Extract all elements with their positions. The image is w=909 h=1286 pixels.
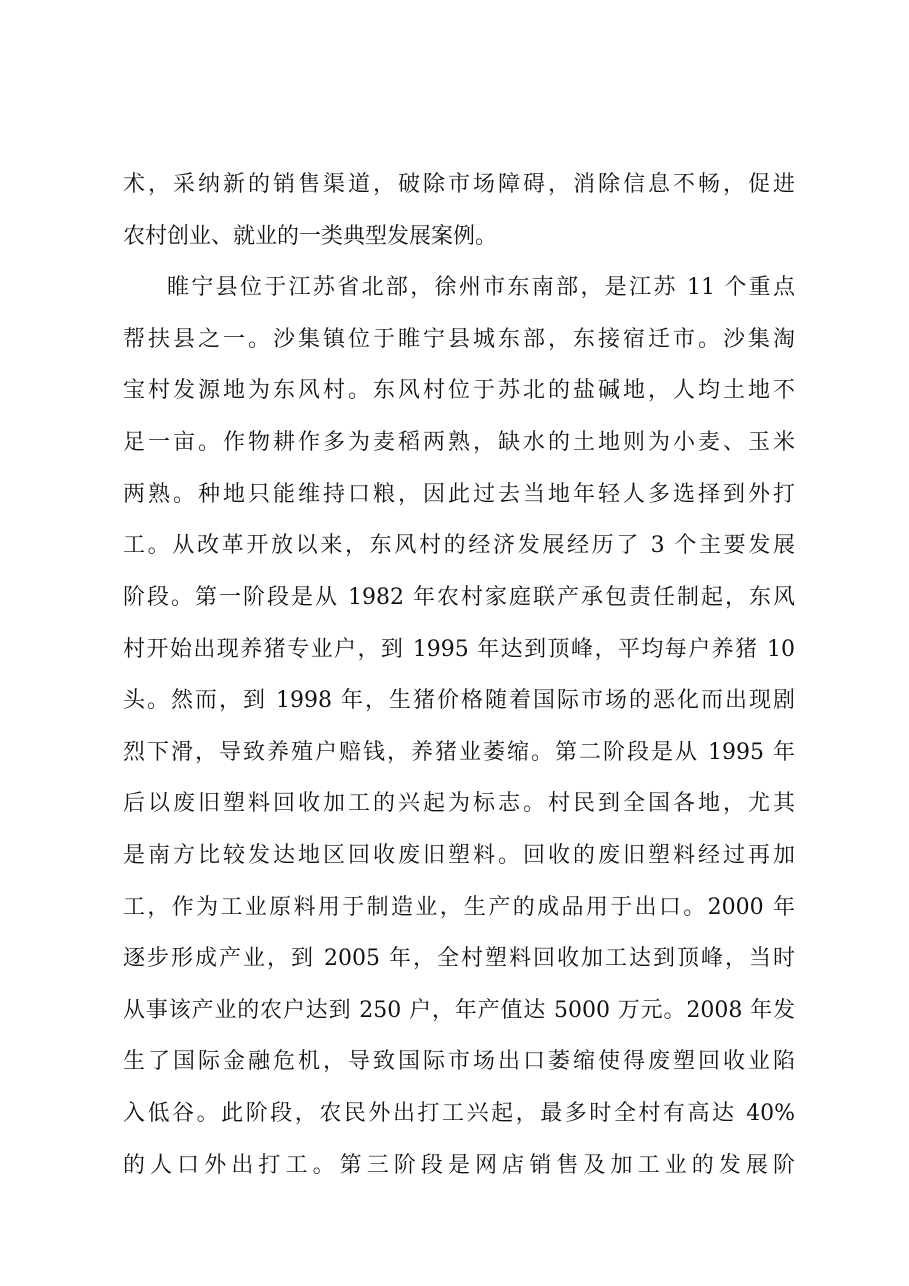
text-line: 烈下滑，导致养殖户赔钱，养猪业萎缩。第二阶段是从 1995 年 — [123, 740, 795, 765]
text-line: 的人口外出打工。第三阶段是网店销售及加工业的发展阶 — [123, 1153, 795, 1178]
text-line: 两熟。种地只能维持口粮，因此过去当地年轻人多选择到外打 — [123, 482, 795, 507]
paragraph-first-line: 睢宁县位于江苏省北部，徐州市东南部，是江苏 11 个重点 — [167, 275, 795, 300]
text-line: 入低谷。此阶段，农民外出打工兴起，最多时全村有高达 40% — [123, 1101, 795, 1126]
text-line: 宝村发源地为东风村。东风村位于苏北的盐碱地，人均土地不 — [123, 378, 795, 403]
text-line: 从事该产业的农户达到 250 户，年产值达 5000 万元。2008 年发 — [123, 998, 795, 1023]
text-line: 工。从改革开放以来，东风村的经济发展经历了 3 个主要发展 — [123, 533, 795, 558]
text-line: 足一亩。作物耕作多为麦稻两熟，缺水的土地则为小麦、玉米 — [123, 430, 795, 455]
text-line: 头。然而，到 1998 年，生猪价格随着国际市场的恶化而出现剧 — [123, 688, 795, 713]
text-line: 帮扶县之一。沙集镇位于睢宁县城东部，东接宿迁市。沙集淘 — [123, 327, 795, 352]
text-line: 村开始出现养猪专业户，到 1995 年达到顶峰，平均每户养猪 10 — [123, 637, 795, 662]
text-line: 工，作为工业原料用于制造业，生产的成品用于出口。2000 年 — [123, 895, 795, 920]
text-line: 逐步形成产业，到 2005 年，全村塑料回收加工达到顶峰，当时 — [123, 946, 795, 971]
text-line: 是南方比较发达地区回收废旧塑料。回收的废旧塑料经过再加 — [123, 843, 795, 868]
text-line: 术，采纳新的销售渠道，破除市场障碍，消除信息不畅，促进 — [123, 172, 795, 197]
text-line: 后以废旧塑料回收加工的兴起为标志。村民到全国各地，尤其 — [123, 791, 795, 816]
text-line: 生了国际金融危机，导致国际市场出口萎缩使得废塑回收业陷 — [123, 1049, 795, 1074]
text-line: 阶段。第一阶段是从 1982 年农村家庭联产承包责任制起，东风 — [123, 585, 795, 610]
text-line: 农村创业、就业的一类典型发展案例。 — [123, 224, 498, 249]
